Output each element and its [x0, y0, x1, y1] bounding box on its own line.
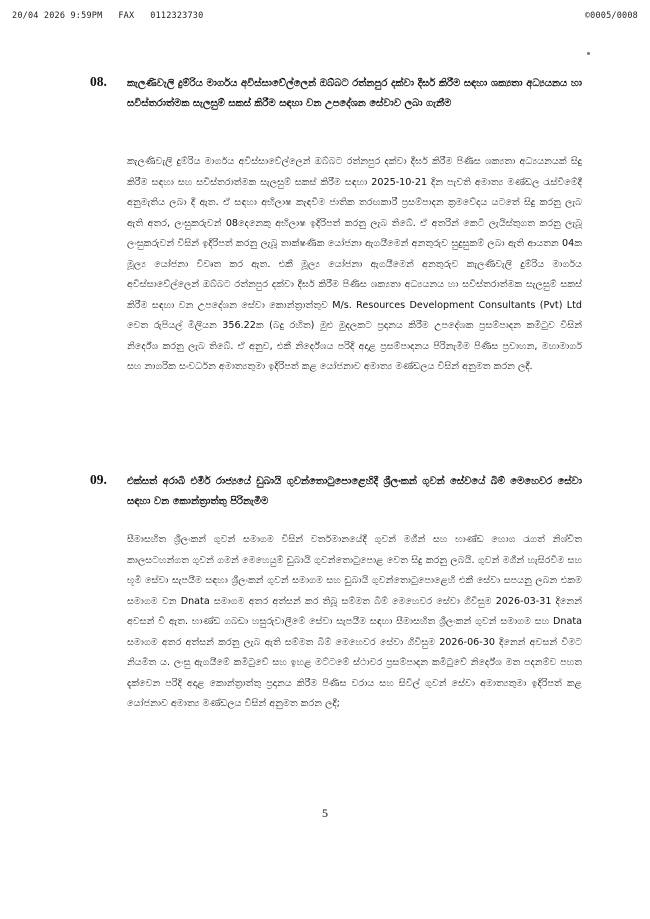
item-body: සීමාසහිත ශ්‍රීලංකන් ගුවන් සමාගම විසින් වර්තමානයේදී ගුවන් මගීන් සහ භාණ්ඩ හොග රැගත් නිශ්චිත කාලසටහන්ගත ගුවන් ගමන් මෙහෙයුම් ඩුබායි ගුවන්තොටුපොළ වෙත සිදු කරනු ලබයි. ගුවන් මගීන් හැසිරවීම සහ භූමි සේවා සැපයීම සඳහා ශ්‍රීලංකන් ගුවන් සමාගම සහ ඩුබායි ගුවන්තොටුපොළෙහි එකී සේවා සපයනු ලබන එකම සමාගම වන Dnata සමාගම අතර අත්සන් කර තිබූ සම්මත බිම් මෙහෙවර සේවා ගිවිසුම 2026-03-31 දිනෙන් අවසන් වී ඇත. භාණ්ඩ ගබඩා හසුරුවාලීමේ සේවා සැපයීම සඳහා සීමාසහිත ශ්‍රීලංකන් ගුවන් සමාගම සහ Dnata සමාගම අතර අත්සන් කරනු ලැබ ඇති සම්මත බිම් මෙහෙවර සේවා ගිවිසුම 2026-06-30 දිනෙන් අවසන් වීමට නියමිත ය. ලංසු ඇගයීමේ කමිටුවේ සහ ඉහළ මට්ටමේ ස්ථාවර ප්‍රසම්පාදන කමිටුවේ නිර්දේශ මත පදනම්ව පහත දැක්වෙන පරිදි අදාළ කොන්ත්‍රාත්තු ප්‍රදානය කිරීම පිණිස වරාය සහ සිවිල් ගුවන් සේවා අමාත්‍යතුමා ඉදිරිපත් කළ යෝජනාව අමාත්‍ය මණ්ඩලය විසින් අනුමත කරන ලදී;	[127, 534, 582, 709]
fax-label: FAX	[118, 11, 135, 21]
item-heading: එක්සත් අරාබි එමීර් රාජ්‍යයේ ඩුබායි ගුවන්තොටුපොළෙහිදී ශ්‍රීලංකන් ගුවන් සේවයේ බිම් මෙහෙවර සේවා සඳහා වන කොන්ත්‍රාත්තු පිරිනැමීම	[127, 476, 582, 507]
item-heading: කැලණිවැලි දුම්රිය මාර්ගය අවිස්සාවේල්ලෙන් ඔබ්බට රත්නපුර දක්වා දීර්ඝ කිරීම සඳහා ශක්‍යතා අධ්‍යයනය හා සවිස්තරාත්මක සැලසුම් සකස් කිරීම සඳහා වන උපදේශන සේවාව ලබා ගැනීම	[127, 78, 582, 109]
fax-page-info: ©0005/0008	[584, 11, 638, 21]
page-number: 5	[322, 806, 328, 820]
fax-datetime: 20/04 2026 9:59PM	[12, 11, 103, 21]
item-number: 08.	[90, 74, 107, 89]
fax-header	[12, 11, 638, 25]
item-number: 09.	[90, 472, 107, 487]
fax-number: 0112323730	[150, 11, 204, 21]
item-body: කැලණිවැලි දුම්රිය මාර්ගය අවිස්සාවේල්ලෙන් ඔබ්බට රත්නපුර දක්වා දීර්ඝ කිරීම පිණිස ශක්‍යතා අධ්‍යයනයක් සිදු කිරීම සඳහා සහ සවිස්තරාත්මක සැලසුම් සකස් කිරීම සඳහා 2025-10-21 දින පැවති අමාත්‍ය මණ්ඩල රැස්වීමේදී අනුමැතිය ලබා දී ඇත. ඒ සඳහා අභිලාෂ කැඳවීම ජාතික තරඟකාරී ප්‍රසම්පාදන ක්‍රමවේදය යටතේ සිදු කරනු ලැබ ඇති අතර, ලංසුකරුවන් 08දෙනෙකු අභිලාෂ ඉදිරිපත් කරනු ලැබ තිබේ. ඒ අතරින් කෙටි ලැයිස්තුගත කරනු ලැබූ ලංසුකරුවන් විසින් ඉදිරිපත් කරනු ලැබූ තාක්ෂණික යෝජනා ඇගයීමෙන් අනතුරුව සුදුසුකම් ලබා ඇති ආයතන 04ක මූල්‍ය යෝජනා විවෘත කර ඇත. එකී මූල්‍ය යෝජනා ඇගයීමෙන් අනතුරුව කැලණිවැලි දුම්රිය මාර්ගය අවිස්සාවේල්ලෙන් ඔබ්බට රත්නපුර දක්වා දීර්ඝ කිරීම පිණිස ශක්‍යතා අධ්‍යයනය හා සවිස්තරාත්මක සැලසුම් සකස් කිරීම සඳහා වන උපදේශන සේවා කොන්ත්‍රාත්තුව M/s. Resources Development Consultants (Pvt) Ltd වෙත රුපියල් මිලියන 356.22ක (බදු රහිත) මුළු මුදලකට ප්‍රදානය කිරීම උපදේශක ප්‍රසම්පාදන කමිටුව විසින් නිර්දේශ කරනු ලැබ තිබේ. ඒ අනුව, එකී නිර්දේශය පරිදි අදාළ ප්‍රසම්පාදනය පිරිනැමීම පිණිස ප්‍රවාහන, මහාමාර්ග සහ නාගරික සංවර්ධන අමාත්‍යතුමා ඉදිරිපත් කළ යෝජනාව අමාත්‍ය මණ්ඩලය විසින් අනුමත කරන ලදී.	[127, 156, 582, 372]
fax-header-left	[12, 11, 203, 21]
scan-speck	[587, 52, 590, 55]
